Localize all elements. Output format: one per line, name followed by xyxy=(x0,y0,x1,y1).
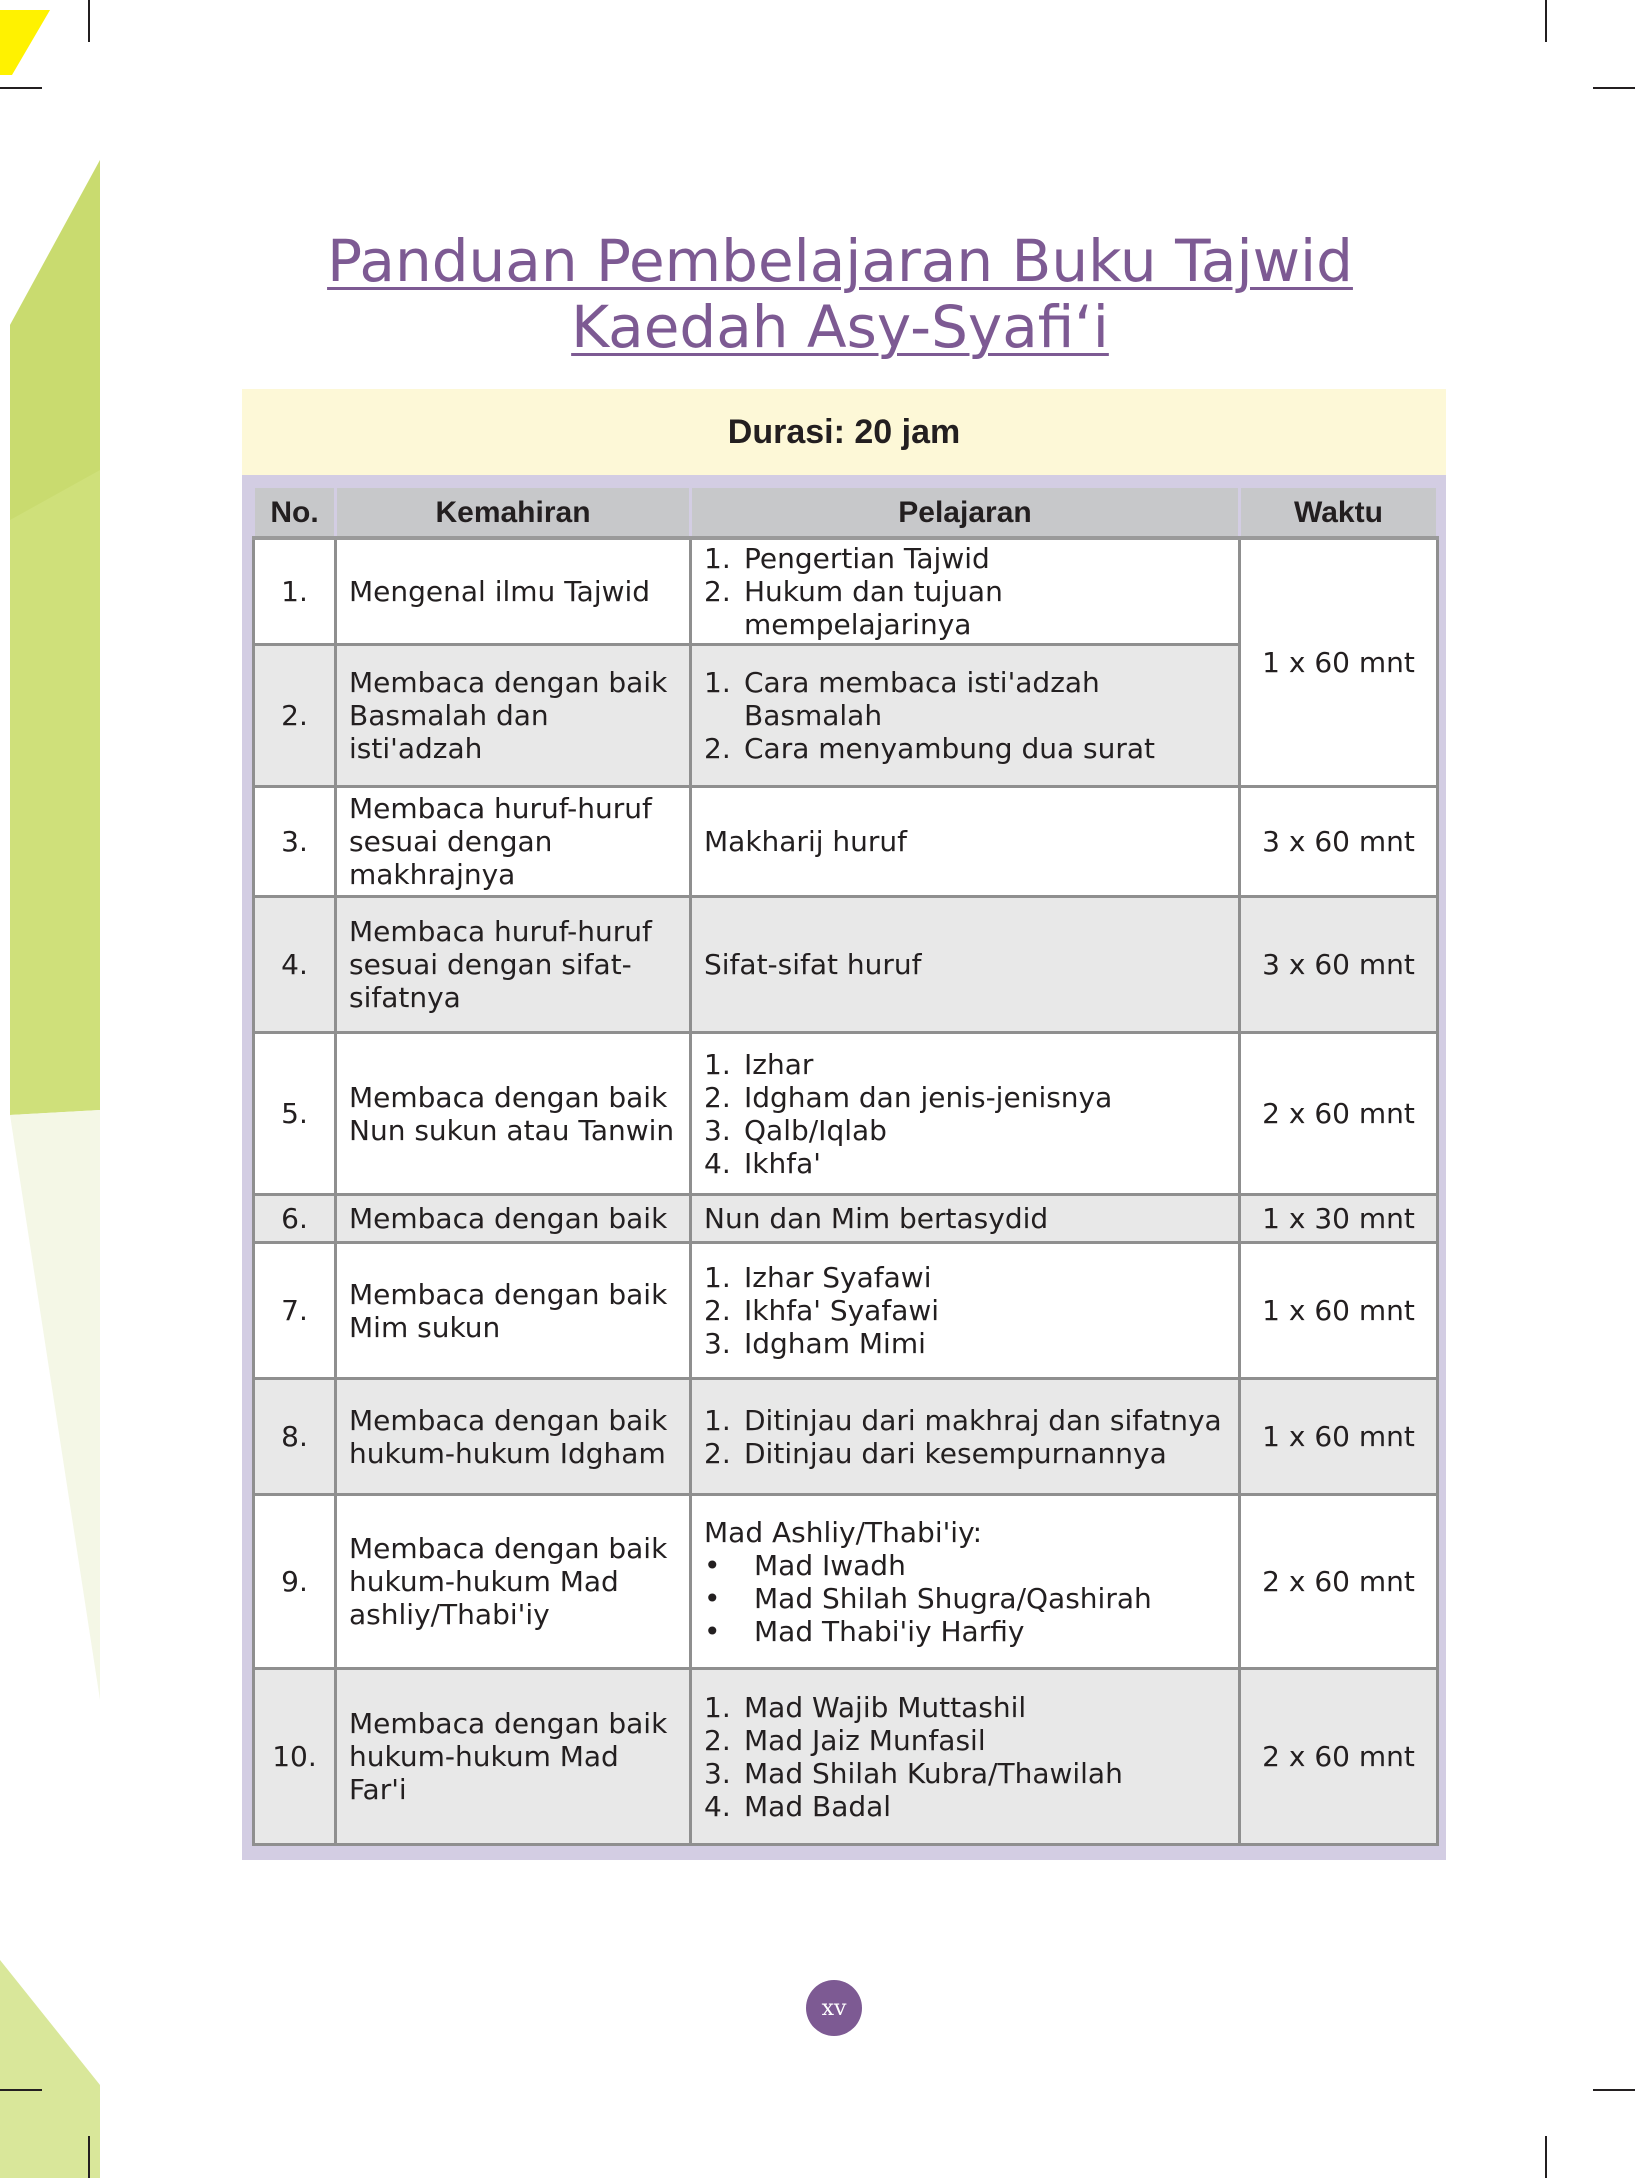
row-skill: Membaca dengan baik Basmalah dan isti'adzah xyxy=(336,645,691,787)
row-lessons xyxy=(691,1495,1240,1669)
row-time: 1 x 30 mnt xyxy=(1240,1195,1438,1243)
header-skill: Kemahiran xyxy=(336,487,691,539)
table-row xyxy=(254,787,1438,897)
green-ribbon-shadow xyxy=(10,160,100,520)
row-lessons xyxy=(691,645,1240,787)
crop-mark xyxy=(88,0,90,42)
list-item: 1. Ditinjau dari makhraj dan sifatnya xyxy=(704,1403,1222,1437)
row-lessons xyxy=(691,538,1240,645)
row-skill: Membaca huruf-huruf sesuai dengan makhrajnya xyxy=(336,787,691,897)
list-item: • Mad Shilah Shugra/Qashirah xyxy=(704,1581,1152,1615)
list-item: 1. Izhar Syafawi xyxy=(704,1261,932,1294)
row-number: 1. xyxy=(254,538,336,645)
row-time: 1 x 60 mnt xyxy=(1240,538,1438,787)
header-time: Waktu xyxy=(1240,487,1438,539)
list-item: 1. Pengertian Tajwid xyxy=(704,542,990,575)
list-item: 2. Idgham dan jenis-jenisnya xyxy=(704,1080,1113,1114)
row-skill: Membaca dengan baik Mim sukun xyxy=(336,1243,691,1379)
list-item: 4. Mad Badal xyxy=(704,1789,892,1823)
list-item: 2. Ikhfa' Syafawi xyxy=(704,1294,940,1327)
row-lesson-text: Makharij huruf xyxy=(691,787,1240,897)
row-lesson-text: Nun dan Mim bertasydid xyxy=(691,1195,1240,1243)
row-number: 3. xyxy=(254,787,336,897)
duration-banner: Durasi: 20 jam xyxy=(242,389,1446,475)
list-item: • Mad Iwadh xyxy=(704,1548,906,1582)
row-skill: Membaca huruf-huruf sesuai dengan sifat-sifatnya xyxy=(336,897,691,1033)
table-row xyxy=(254,1195,1438,1243)
row-lessons xyxy=(691,1033,1240,1195)
page-title xyxy=(240,228,1440,360)
row-lessons xyxy=(691,1379,1240,1495)
crop-mark xyxy=(88,2136,90,2178)
pale-green-facet xyxy=(10,1110,100,1700)
yellow-corner-triangle xyxy=(0,10,50,75)
row-number: 5. xyxy=(254,1033,336,1195)
row-number: 9. xyxy=(254,1495,336,1669)
row-skill: Membaca dengan baik xyxy=(336,1195,691,1243)
row-number: 8. xyxy=(254,1379,336,1495)
list-item: 4. Ikhfa' xyxy=(704,1146,821,1180)
row-number: 4. xyxy=(254,897,336,1033)
crop-mark xyxy=(1593,2089,1635,2091)
row-skill: Membaca dengan baik hukum-hukum Mad ashliy/Thabi'iy xyxy=(336,1495,691,1669)
row-skill: Mengenal ilmu Tajwid xyxy=(336,538,691,645)
crop-mark xyxy=(1545,2136,1547,2178)
table-row xyxy=(254,1243,1438,1379)
list-item: 2. Mad Jaiz Munfasil xyxy=(704,1723,986,1757)
row-time: 2 x 60 mnt xyxy=(1240,1033,1438,1195)
table-row xyxy=(254,897,1438,1033)
table-row xyxy=(254,1495,1438,1669)
row-time: 3 x 60 mnt xyxy=(1240,897,1438,1033)
row-skill: Membaca dengan baik hukum-hukum Idgham xyxy=(336,1379,691,1495)
green-bottom-shape xyxy=(0,1960,100,2178)
page-title-line-1: Panduan Pembelajaran Buku Tajwid xyxy=(327,227,1353,295)
schedule-table xyxy=(252,485,1439,1846)
header-no: No. xyxy=(254,487,336,539)
table-header-row xyxy=(254,487,1438,539)
list-item: 3. Mad Shilah Kubra/Thawilah xyxy=(704,1756,1123,1790)
crop-mark xyxy=(0,2089,42,2091)
table-row xyxy=(254,1033,1438,1195)
row-skill: Membaca dengan baik hukum-hukum Mad Far'i xyxy=(336,1669,691,1845)
row-number: 6. xyxy=(254,1195,336,1243)
row-time: 2 x 60 mnt xyxy=(1240,1495,1438,1669)
header-lesson: Pelajaran xyxy=(691,487,1240,539)
row-time: 1 x 60 mnt xyxy=(1240,1243,1438,1379)
list-item: 3. Idgham Mimi xyxy=(704,1327,926,1360)
table-row xyxy=(254,1669,1438,1845)
list-item: 3. Qalb/Iqlab xyxy=(704,1113,887,1147)
crop-mark xyxy=(0,87,42,89)
row-lesson-text: Sifat-sifat huruf xyxy=(691,897,1240,1033)
list-item: 1. Izhar xyxy=(704,1047,814,1081)
row-lessons xyxy=(691,1669,1240,1845)
row-lessons xyxy=(691,1243,1240,1379)
row-time: 2 x 60 mnt xyxy=(1240,1669,1438,1845)
list-item: 2. Ditinjau dari kesempurnannya xyxy=(704,1436,1167,1470)
row-time: 1 x 60 mnt xyxy=(1240,1379,1438,1495)
table-row xyxy=(254,538,1438,645)
list-item: • Mad Thabi'iy Harfiy xyxy=(704,1614,1025,1648)
row-skill: Membaca dengan baik Nun sukun atau Tanwin xyxy=(336,1033,691,1195)
page-title-line-2: Kaedah Asy-Syafi‘i xyxy=(571,293,1109,361)
crop-mark xyxy=(1545,0,1547,42)
green-ribbon-shape xyxy=(10,160,100,1115)
page-number: xv xyxy=(806,1980,862,2036)
row-time: 3 x 60 mnt xyxy=(1240,787,1438,897)
crop-mark xyxy=(1593,87,1635,89)
list-item: 2. Cara menyambung dua surat xyxy=(704,732,1156,765)
row-number: 2. xyxy=(254,645,336,787)
list-item: 1. Cara membaca isti'adzah Basmalah xyxy=(704,666,1100,732)
row-number: 7. xyxy=(254,1243,336,1379)
table-row xyxy=(254,1379,1438,1495)
list-item: 2. Hukum dan tujuan mempelajarinya xyxy=(704,575,1003,641)
list-item: 1. Mad Wajib Muttashil xyxy=(704,1690,1027,1724)
row-number: 10. xyxy=(254,1669,336,1845)
lesson-intro: Mad Ashliy/Thabi'iy: xyxy=(704,1515,983,1549)
